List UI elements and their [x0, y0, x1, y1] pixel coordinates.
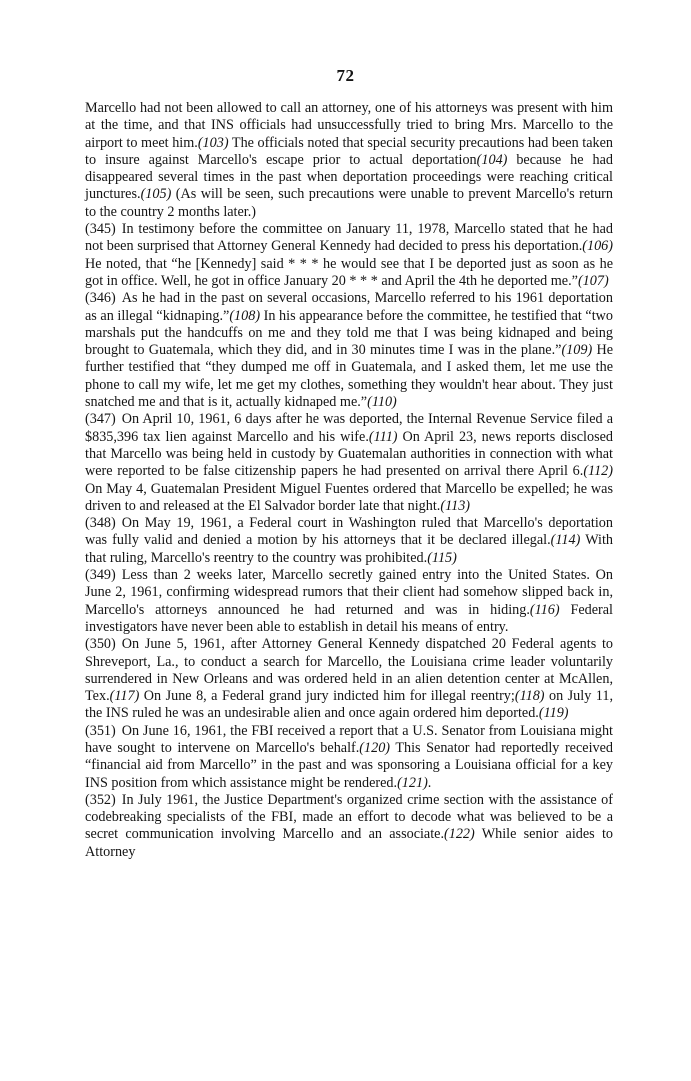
page-number: 72 — [336, 66, 355, 85]
footnote-reference: (119) — [538, 705, 569, 722]
paragraph-text: As he had in the past on several occasions, Marcello referred to his 1961 deportation as an illegal “kidnaping.” — [85, 290, 613, 324]
footnote-reference: (106) — [582, 238, 613, 255]
paragraph-text: In testimony before the committee on January 11, 1978, Marcello stated that he had not been surprised that Attorney General Kennedy had decided to press his deportation. — [85, 221, 613, 255]
paragraph — [85, 515, 613, 567]
paragraph — [85, 100, 613, 221]
paragraph-text: With that ruling, Marcello's reentry to the country was prohibited. — [85, 532, 613, 566]
body-text — [85, 100, 613, 861]
paragraph-number: (349) — [85, 567, 116, 584]
paragraph — [85, 723, 613, 792]
paragraph-text: . — [427, 774, 432, 791]
footnote-reference: (105) — [140, 186, 172, 203]
footnote-reference: (111) — [368, 428, 398, 445]
paragraph-text: (As will be seen, such precautions were unable to prevent Marcello's return to the country 2 months later.) — [85, 186, 613, 220]
paragraph-text: On April 23, news reports disclosed that Marcello was being held in custody by Guatemalan authorities in connection with what were reported to be false citizenship papers he had presented on arrival there April 6. — [85, 428, 614, 480]
paragraph-text: Federal investigators have never been able to establish in detail his means of entry. — [85, 601, 613, 635]
footnote-reference: (113) — [440, 497, 471, 514]
footnote-reference: (107) — [577, 272, 609, 289]
footnote-reference: (112) — [583, 463, 613, 480]
paragraph-text: On May 19, 1961, a Federal court in Washington ruled that Marcello's deportation was fully valid and denied a motion by his attorneys that it be declared illegal. — [85, 515, 613, 549]
paragraph-text: While senior aides to Attorney — [85, 826, 613, 860]
paragraph — [85, 636, 613, 722]
footnote-reference: (110) — [367, 394, 397, 411]
footnote-reference: (104) — [476, 151, 508, 168]
footnote-reference: (117) — [109, 688, 140, 705]
paragraph-number: (345) — [85, 221, 116, 238]
footnote-reference: (122) — [444, 826, 475, 843]
paragraph-text: He further testified that “they dumped me off in Guatemala, and I asked them, let me use the phone to call my wife, let me get my clothes, something they wouldn't hear about. They just snatched me and that is it, actually kidnaped me.” — [85, 342, 613, 411]
paragraph-text: On June 16, 1961, the FBI received a report that a U.S. Senator from Louisiana might have sought to intervene on Marcello's behalf. — [85, 722, 613, 756]
paragraph-text: Less than 2 weeks later, Marcello secretly gained entry into the United States. On June 2, 1961, confirming widespread rumors that their client had somehow slipped back in, Marcello's attorneys announced he had returned and was in hiding. — [85, 567, 613, 618]
paragraph-text: because he had disappeared several times in the past when deportation proceedings were reaching critical junctures. — [85, 151, 614, 203]
paragraph-text: On May 4, Guatemalan President Miguel Fuentes ordered that Marcello be expelled; he was driven to and released at the El Salvador border late that night. — [85, 480, 613, 514]
paragraph-text: In his appearance before the committee, he testified that “two marshals put the handcuffs on me and they told me that I was being kidnaped and being brought to Guatemala, which they did, and in 30 minutes time I was in the plane.” — [85, 307, 613, 359]
paragraph-text: on July 11, the INS ruled he was an undesirable alien and once again ordered him deported. — [85, 688, 613, 722]
paragraph-text: In July 1961, the Justice Department's organized crime section with the assistance of codebreaking specialists of the FBI, made an effort to decode what was believed to be a secret communication involving Marcello and an associate. — [85, 791, 613, 843]
footnote-reference: (116) — [529, 601, 560, 618]
paragraph-number: (351) — [85, 722, 116, 739]
paragraph-number: (346) — [85, 290, 116, 307]
paragraph — [85, 792, 613, 861]
paragraph-number: (350) — [85, 636, 116, 653]
paragraph — [85, 221, 613, 290]
paragraph-text: On June 5, 1961, after Attorney General Kennedy dispatched 20 Federal agents to Shreveport, La., to conduct a search for Marcello, the Louisiana crime leader voluntarily surrendered in New Orleans and was ordered held in an alien detention center at McAllen, Tex. — [85, 636, 613, 705]
footnote-reference: (115) — [427, 549, 457, 566]
paragraph-number: (348) — [85, 515, 116, 532]
paragraph — [85, 411, 613, 515]
paragraph-text: He noted, that “he [Kennedy] said * * * he would see that I be deported just as soon as he got in office. Well, he got in office January 20 * * * and April the 4th he deported me.” — [85, 255, 613, 289]
paragraph-text: This Senator had reportedly received “financial aid from Marcello” in the past and was sponsoring a Louisiana official for a key INS position from which assistance might be rendered. — [85, 739, 613, 791]
footnote-reference: (118) — [514, 688, 545, 705]
paragraph — [85, 290, 613, 411]
paragraph — [85, 567, 613, 636]
paragraph-number: (347) — [85, 411, 116, 428]
footnote-reference: (120) — [359, 739, 391, 756]
footnote-reference: (109) — [561, 342, 593, 359]
footnote-reference: (114) — [550, 532, 581, 549]
footnote-reference: (108) — [229, 307, 261, 324]
paragraph-text: On June 8, a Federal grand jury indicted him for illegal reentry; — [139, 688, 515, 705]
footnote-reference: (103) — [197, 134, 229, 151]
paragraph-number: (352) — [85, 791, 116, 808]
paragraph-text: The officials noted that special security precautions had been taken to insure against Marcello's escape prior to actual deportation — [85, 134, 613, 168]
footnote-reference: (121) — [397, 774, 428, 791]
paragraph-text: Marcello had not been allowed to call an attorney, one of his attorneys was present with him at the time, and that INS officials had unsuccessfully tried to bring Mrs. Marcello to the airport to meet him. — [85, 100, 613, 151]
paragraph-text: On April 10, 1961, 6 days after he was deported, the Internal Revenue Service filed a $835,396 tax lien against Marcello and his wife. — [85, 411, 613, 445]
